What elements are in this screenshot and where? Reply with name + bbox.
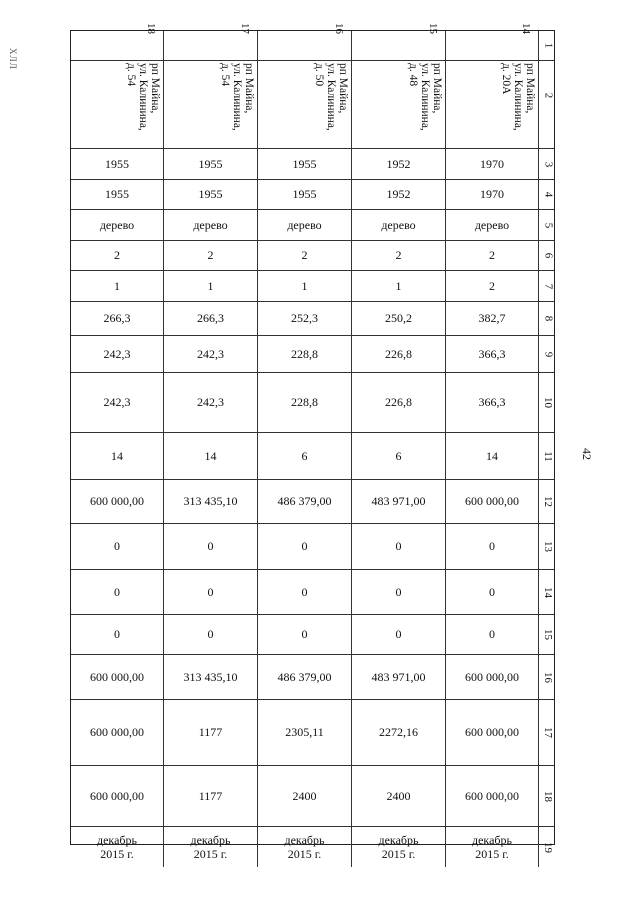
value-cell: 250,2 — [352, 302, 446, 335]
value-cell: 14 — [446, 433, 539, 479]
deadline-text — [285, 833, 325, 861]
table-row — [71, 433, 554, 480]
deadline-cell — [352, 827, 446, 867]
column-index-cell — [539, 373, 556, 432]
value-cell: 600 000,00 — [71, 766, 164, 826]
entry-number: 18 — [145, 23, 157, 34]
column-index-cell — [539, 700, 556, 765]
table-row — [71, 61, 554, 149]
column-index: 11 — [542, 450, 554, 462]
value-cell: 486 379,00 — [258, 655, 352, 699]
column-index: 7 — [542, 283, 554, 289]
value-cell: 1955 — [258, 180, 352, 209]
value-cell: дерево — [71, 210, 164, 240]
address-line: ул. Калинина, — [512, 63, 524, 131]
column-index-cell — [539, 433, 556, 479]
column-index: 16 — [542, 671, 554, 683]
value-cell: 1955 — [258, 149, 352, 179]
column-index-cell — [539, 827, 556, 867]
value-cell: 1 — [352, 271, 446, 301]
column-index: 4 — [542, 191, 554, 198]
value-cell: 1 — [164, 271, 258, 301]
value-cell: 600 000,00 — [71, 655, 164, 699]
column-index-cell — [539, 570, 556, 614]
value-cell: 1952 — [352, 149, 446, 179]
value-cell: 2 — [446, 271, 539, 301]
value-cell: 0 — [71, 570, 164, 614]
value-cell: 1970 — [446, 180, 539, 209]
margin-mark: ХЛЛ — [8, 48, 18, 70]
value-cell: 2 — [258, 241, 352, 270]
address-line: рп Майна, — [524, 63, 536, 114]
column-index: 18 — [542, 790, 554, 802]
value-cell: 6 — [352, 433, 446, 479]
page-number: 42 — [580, 448, 594, 460]
value-cell: 2 — [446, 241, 539, 270]
value-cell: 6 — [258, 433, 352, 479]
column-index-cell — [539, 210, 556, 240]
value-cell: 0 — [446, 570, 539, 614]
address-text — [407, 63, 443, 131]
value-cell: 266,3 — [164, 302, 258, 335]
entry-number-cell — [258, 23, 352, 60]
deadline-line: 2015 г. — [100, 847, 134, 861]
column-index-cell — [539, 336, 556, 372]
column-index: 13 — [542, 541, 554, 552]
column-index: 2 — [542, 92, 554, 99]
value-cell: 2272,16 — [352, 700, 446, 765]
entry-number-cell — [164, 23, 258, 60]
deadline-line: декабрь — [284, 833, 325, 847]
value-cell: 0 — [164, 570, 258, 614]
address-line: рп Майна, — [149, 63, 161, 114]
value-cell: дерево — [258, 210, 352, 240]
address-line: д. 48 — [407, 63, 419, 87]
address-line: ул. Калинина, — [325, 63, 337, 131]
table-row — [71, 766, 554, 827]
column-index: 3 — [542, 161, 554, 167]
value-cell: 0 — [258, 524, 352, 569]
value-cell: 313 435,10 — [164, 655, 258, 699]
table-row — [71, 180, 554, 210]
value-cell: 600 000,00 — [446, 655, 539, 699]
data-table — [70, 23, 555, 861]
value-cell: 600 000,00 — [71, 480, 164, 523]
table-row — [71, 336, 554, 373]
address-line: рп Майна, — [243, 63, 255, 114]
value-cell: 1955 — [71, 180, 164, 209]
deadline-line: декабрь — [378, 833, 419, 847]
value-cell: 252,3 — [258, 302, 352, 335]
address-cell — [71, 61, 164, 148]
table-row — [71, 570, 554, 615]
value-cell: 2400 — [352, 766, 446, 826]
table-row — [71, 23, 554, 61]
value-cell: 2 — [71, 241, 164, 270]
deadline-line: декабрь — [472, 833, 512, 847]
value-cell: 0 — [258, 570, 352, 614]
value-cell: 14 — [164, 433, 258, 479]
value-cell: 0 — [446, 524, 539, 569]
address-text — [219, 63, 255, 131]
column-index: 12 — [542, 496, 554, 507]
value-cell: дерево — [352, 210, 446, 240]
value-cell: 1955 — [71, 149, 164, 179]
value-cell: 0 — [258, 615, 352, 654]
table-row — [71, 302, 554, 336]
table-row — [71, 524, 554, 570]
column-index-cell — [539, 180, 556, 209]
value-cell: 600 000,00 — [446, 700, 539, 765]
table-row — [71, 480, 554, 524]
value-cell: 1 — [71, 271, 164, 301]
value-cell: 313 435,10 — [164, 480, 258, 523]
column-index: 6 — [542, 252, 554, 259]
value-cell: 1177 — [164, 766, 258, 826]
value-cell: 0 — [71, 524, 164, 569]
column-index-cell — [539, 655, 556, 699]
value-cell: 1955 — [164, 180, 258, 209]
column-index: 19 — [542, 841, 554, 853]
deadline-text — [191, 833, 231, 861]
deadline-cell — [71, 827, 164, 867]
value-cell: 0 — [352, 615, 446, 654]
deadline-cell — [258, 827, 352, 867]
address-cell — [258, 61, 352, 148]
column-index-cell — [539, 615, 556, 654]
value-cell: 483 971,00 — [352, 655, 446, 699]
value-cell: 2400 — [258, 766, 352, 826]
deadline-cell — [164, 827, 258, 867]
table-row — [71, 827, 554, 867]
address-line: д. 50 — [313, 63, 325, 87]
table-row — [71, 700, 554, 766]
deadline-line: 2015 г. — [193, 847, 228, 861]
value-cell: дерево — [164, 210, 258, 240]
value-cell: 2305,11 — [258, 700, 352, 765]
table-row — [71, 149, 554, 180]
table-row — [71, 655, 554, 700]
deadline-text — [472, 833, 512, 861]
entry-number-cell — [71, 23, 164, 60]
value-cell: 14 — [71, 433, 164, 479]
value-cell: 226,8 — [352, 336, 446, 372]
entry-number: 14 — [520, 23, 532, 34]
value-cell: 226,8 — [352, 373, 446, 432]
column-index: 9 — [542, 351, 554, 357]
address-cell — [352, 61, 446, 148]
entry-number-cell — [352, 23, 446, 60]
value-cell: 600 000,00 — [71, 700, 164, 765]
column-index-cell — [539, 31, 556, 60]
value-cell: 0 — [352, 524, 446, 569]
value-cell: 0 — [164, 615, 258, 654]
entry-number: 17 — [239, 23, 251, 34]
column-index-cell — [539, 766, 556, 826]
value-cell: 366,3 — [446, 373, 539, 432]
deadline-line: 2015 г. — [381, 847, 416, 861]
value-cell: 0 — [71, 615, 164, 654]
address-line: д. 54 — [219, 63, 231, 87]
value-cell: 1177 — [164, 700, 258, 765]
column-index-cell — [539, 61, 556, 148]
deadline-text — [97, 833, 137, 861]
column-index: 15 — [542, 629, 554, 640]
address-line: ул. Калинина, — [419, 63, 431, 131]
deadline-line: декабрь — [97, 833, 137, 847]
value-cell: 483 971,00 — [352, 480, 446, 523]
deadline-line: 2015 г. — [287, 847, 322, 861]
entry-number: 16 — [333, 23, 345, 34]
column-index-cell — [539, 302, 556, 335]
deadline-line: 2015 г. — [475, 847, 509, 861]
column-index: 5 — [542, 222, 554, 228]
value-cell: 600 000,00 — [446, 766, 539, 826]
address-cell — [164, 61, 258, 148]
value-cell: 266,3 — [71, 302, 164, 335]
deadline-text — [379, 833, 419, 861]
address-line: рп Майна, — [431, 63, 443, 114]
entry-number: 15 — [427, 23, 439, 34]
value-cell: 242,3 — [164, 336, 258, 372]
address-line: ул. Калинина, — [137, 63, 149, 131]
value-cell: 382,7 — [446, 302, 539, 335]
address-line: рп Майна, — [337, 63, 349, 114]
value-cell: 1 — [258, 271, 352, 301]
value-cell: 600 000,00 — [446, 480, 539, 523]
entry-number-cell — [446, 23, 539, 60]
address-line: ул. Калинина, — [231, 63, 243, 131]
table-row — [71, 373, 554, 433]
column-index-cell — [539, 524, 556, 569]
address-text — [125, 63, 161, 131]
column-index: 10 — [542, 397, 554, 408]
value-cell: 1952 — [352, 180, 446, 209]
address-line: д. 54 — [125, 63, 137, 87]
deadline-line: декабрь — [190, 833, 231, 847]
value-cell: 242,3 — [71, 373, 164, 432]
column-index-cell — [539, 480, 556, 523]
table-row — [71, 271, 554, 302]
column-index: 17 — [542, 727, 554, 738]
value-cell: 366,3 — [446, 336, 539, 372]
address-text — [313, 63, 349, 131]
value-cell: 228,8 — [258, 336, 352, 372]
table-row — [71, 241, 554, 271]
table-row — [71, 210, 554, 241]
value-cell: 1970 — [446, 149, 539, 179]
value-cell: 2 — [164, 241, 258, 270]
column-index: 8 — [542, 315, 554, 322]
address-cell — [446, 61, 539, 148]
value-cell: 0 — [164, 524, 258, 569]
value-cell: 486 379,00 — [258, 480, 352, 523]
address-line: д. 20А — [500, 63, 512, 95]
value-cell: 228,8 — [258, 373, 352, 432]
column-index-cell — [539, 241, 556, 270]
column-index: 1 — [542, 42, 554, 49]
value-cell: дерево — [446, 210, 539, 240]
address-text — [500, 63, 536, 131]
column-index: 14 — [542, 586, 554, 598]
value-cell: 242,3 — [164, 373, 258, 432]
column-index-cell — [539, 271, 556, 301]
value-cell: 0 — [446, 615, 539, 654]
value-cell: 242,3 — [71, 336, 164, 372]
value-cell: 1955 — [164, 149, 258, 179]
value-cell: 2 — [352, 241, 446, 270]
column-index-cell — [539, 149, 556, 179]
value-cell: 0 — [352, 570, 446, 614]
table-row — [71, 615, 554, 655]
deadline-cell — [446, 827, 539, 867]
